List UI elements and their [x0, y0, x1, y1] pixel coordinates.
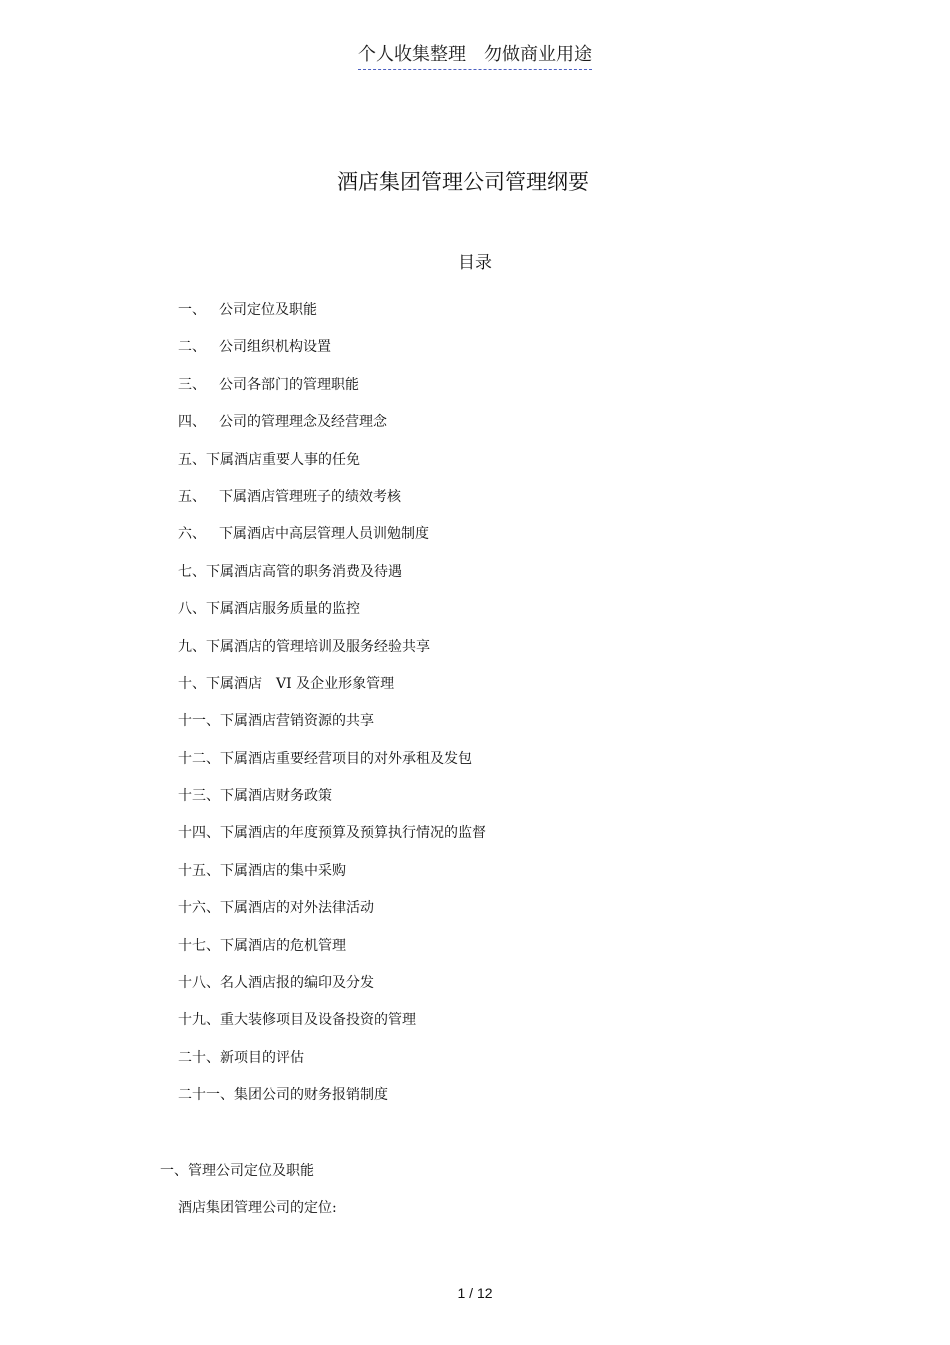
toc-item-number: 二、 [178, 339, 206, 356]
toc-item-number: 十五、 [178, 862, 220, 879]
toc-item [178, 936, 486, 973]
toc-item-number: 五、 [178, 488, 206, 505]
toc-item-number: 八、 [178, 601, 206, 618]
toc-item [178, 674, 486, 711]
toc-item-text: 下属酒店的对外法律活动 [220, 900, 374, 917]
toc-item-text: 下属酒店财务政策 [220, 788, 332, 805]
toc-item [178, 749, 486, 786]
toc-item [178, 1085, 486, 1122]
header-note-text: 个人收集整理 勿做商业用途 [358, 40, 592, 70]
toc-item-text: 下属酒店的集中采购 [220, 862, 346, 879]
toc-heading: 目录 [458, 253, 492, 273]
toc-item-number: 十三、 [178, 788, 220, 805]
toc-item-text: 公司定位及职能 [219, 302, 317, 318]
toc-item [178, 562, 486, 599]
toc-item [178, 375, 486, 412]
toc-item-number: 九、 [178, 638, 206, 655]
toc-item-number: 二十、 [178, 1049, 220, 1066]
toc-item [178, 786, 486, 823]
toc-item-text: 下属酒店营销资源的共享 [220, 713, 374, 730]
toc-item [178, 524, 486, 561]
document-title: 酒店集团管理公司管理纲要 [337, 170, 589, 194]
toc-item [178, 711, 486, 748]
toc-item-text: 下属酒店重要人事的任免 [206, 451, 360, 468]
toc-item-text: 公司的管理理念及经营理念 [219, 414, 387, 431]
toc-item-number: 二十一、 [178, 1087, 234, 1104]
toc-item-number: 五、 [178, 451, 206, 468]
toc-item-text: 集团公司的财务报销制度 [234, 1087, 388, 1104]
toc-item-number: 十一、 [178, 713, 220, 730]
toc-item-text: 公司各部门的管理职能 [219, 376, 359, 393]
toc-item-number: 十四、 [178, 825, 220, 842]
toc-item [178, 973, 486, 1010]
toc-item-text: 下属酒店的年度预算及预算执行情况的监督 [220, 825, 486, 842]
toc-item-text: 下属酒店高管的职务消费及待遇 [206, 563, 402, 580]
toc-item-number: 三、 [178, 376, 206, 393]
toc-item-number: 十、 [178, 675, 206, 692]
toc-item [178, 637, 486, 674]
toc-item-text: 下属酒店中高层管理人员训勉制度 [219, 526, 429, 543]
section-heading: 一、管理公司定位及职能 [160, 1163, 314, 1179]
page-number: 1 / 12 [457, 1285, 493, 1301]
toc-item [178, 487, 486, 524]
toc-item-number: 一、 [178, 302, 206, 318]
toc-item [178, 898, 486, 935]
toc-item [178, 300, 486, 337]
toc-item [178, 861, 486, 898]
toc-item [178, 337, 486, 374]
toc-item-number: 十九、 [178, 1012, 220, 1029]
toc-item-text: 下属酒店管理班子的绩效考核 [219, 488, 401, 505]
toc-item-number: 六、 [178, 526, 206, 543]
toc-item-number: 七、 [178, 563, 206, 580]
toc-item-number: 四、 [178, 414, 206, 431]
toc-item [178, 1010, 486, 1047]
section-text: 酒店集团管理公司的定位: [178, 1200, 337, 1216]
toc-item-text: 下属酒店服务质量的监控 [206, 601, 360, 618]
toc-item-text: 下属酒店的管理培训及服务经验共享 [206, 638, 430, 655]
toc-item [178, 599, 486, 636]
table-of-contents [178, 300, 486, 1123]
toc-item [178, 823, 486, 860]
toc-item-number: 十六、 [178, 900, 220, 917]
toc-item [178, 1048, 486, 1085]
toc-item-text: 下属酒店的危机管理 [220, 937, 346, 954]
toc-item-text: 重大装修项目及设备投资的管理 [220, 1012, 416, 1029]
toc-item-number: 十二、 [178, 750, 220, 767]
toc-item [178, 450, 486, 487]
toc-item-text: 公司组织机构设置 [219, 339, 331, 356]
toc-item [178, 412, 486, 449]
toc-item-number: 十八、 [178, 975, 220, 992]
toc-item-text: 名人酒店报的编印及分发 [220, 975, 374, 992]
toc-item-text: 新项目的评估 [220, 1049, 304, 1066]
toc-item-text: 下属酒店重要经营项目的对外承租及发包 [220, 750, 472, 767]
header-note [0, 40, 950, 70]
toc-item-number: 十七、 [178, 937, 220, 954]
toc-item-text: 下属酒店 VI 及企业形象管理 [206, 675, 395, 692]
